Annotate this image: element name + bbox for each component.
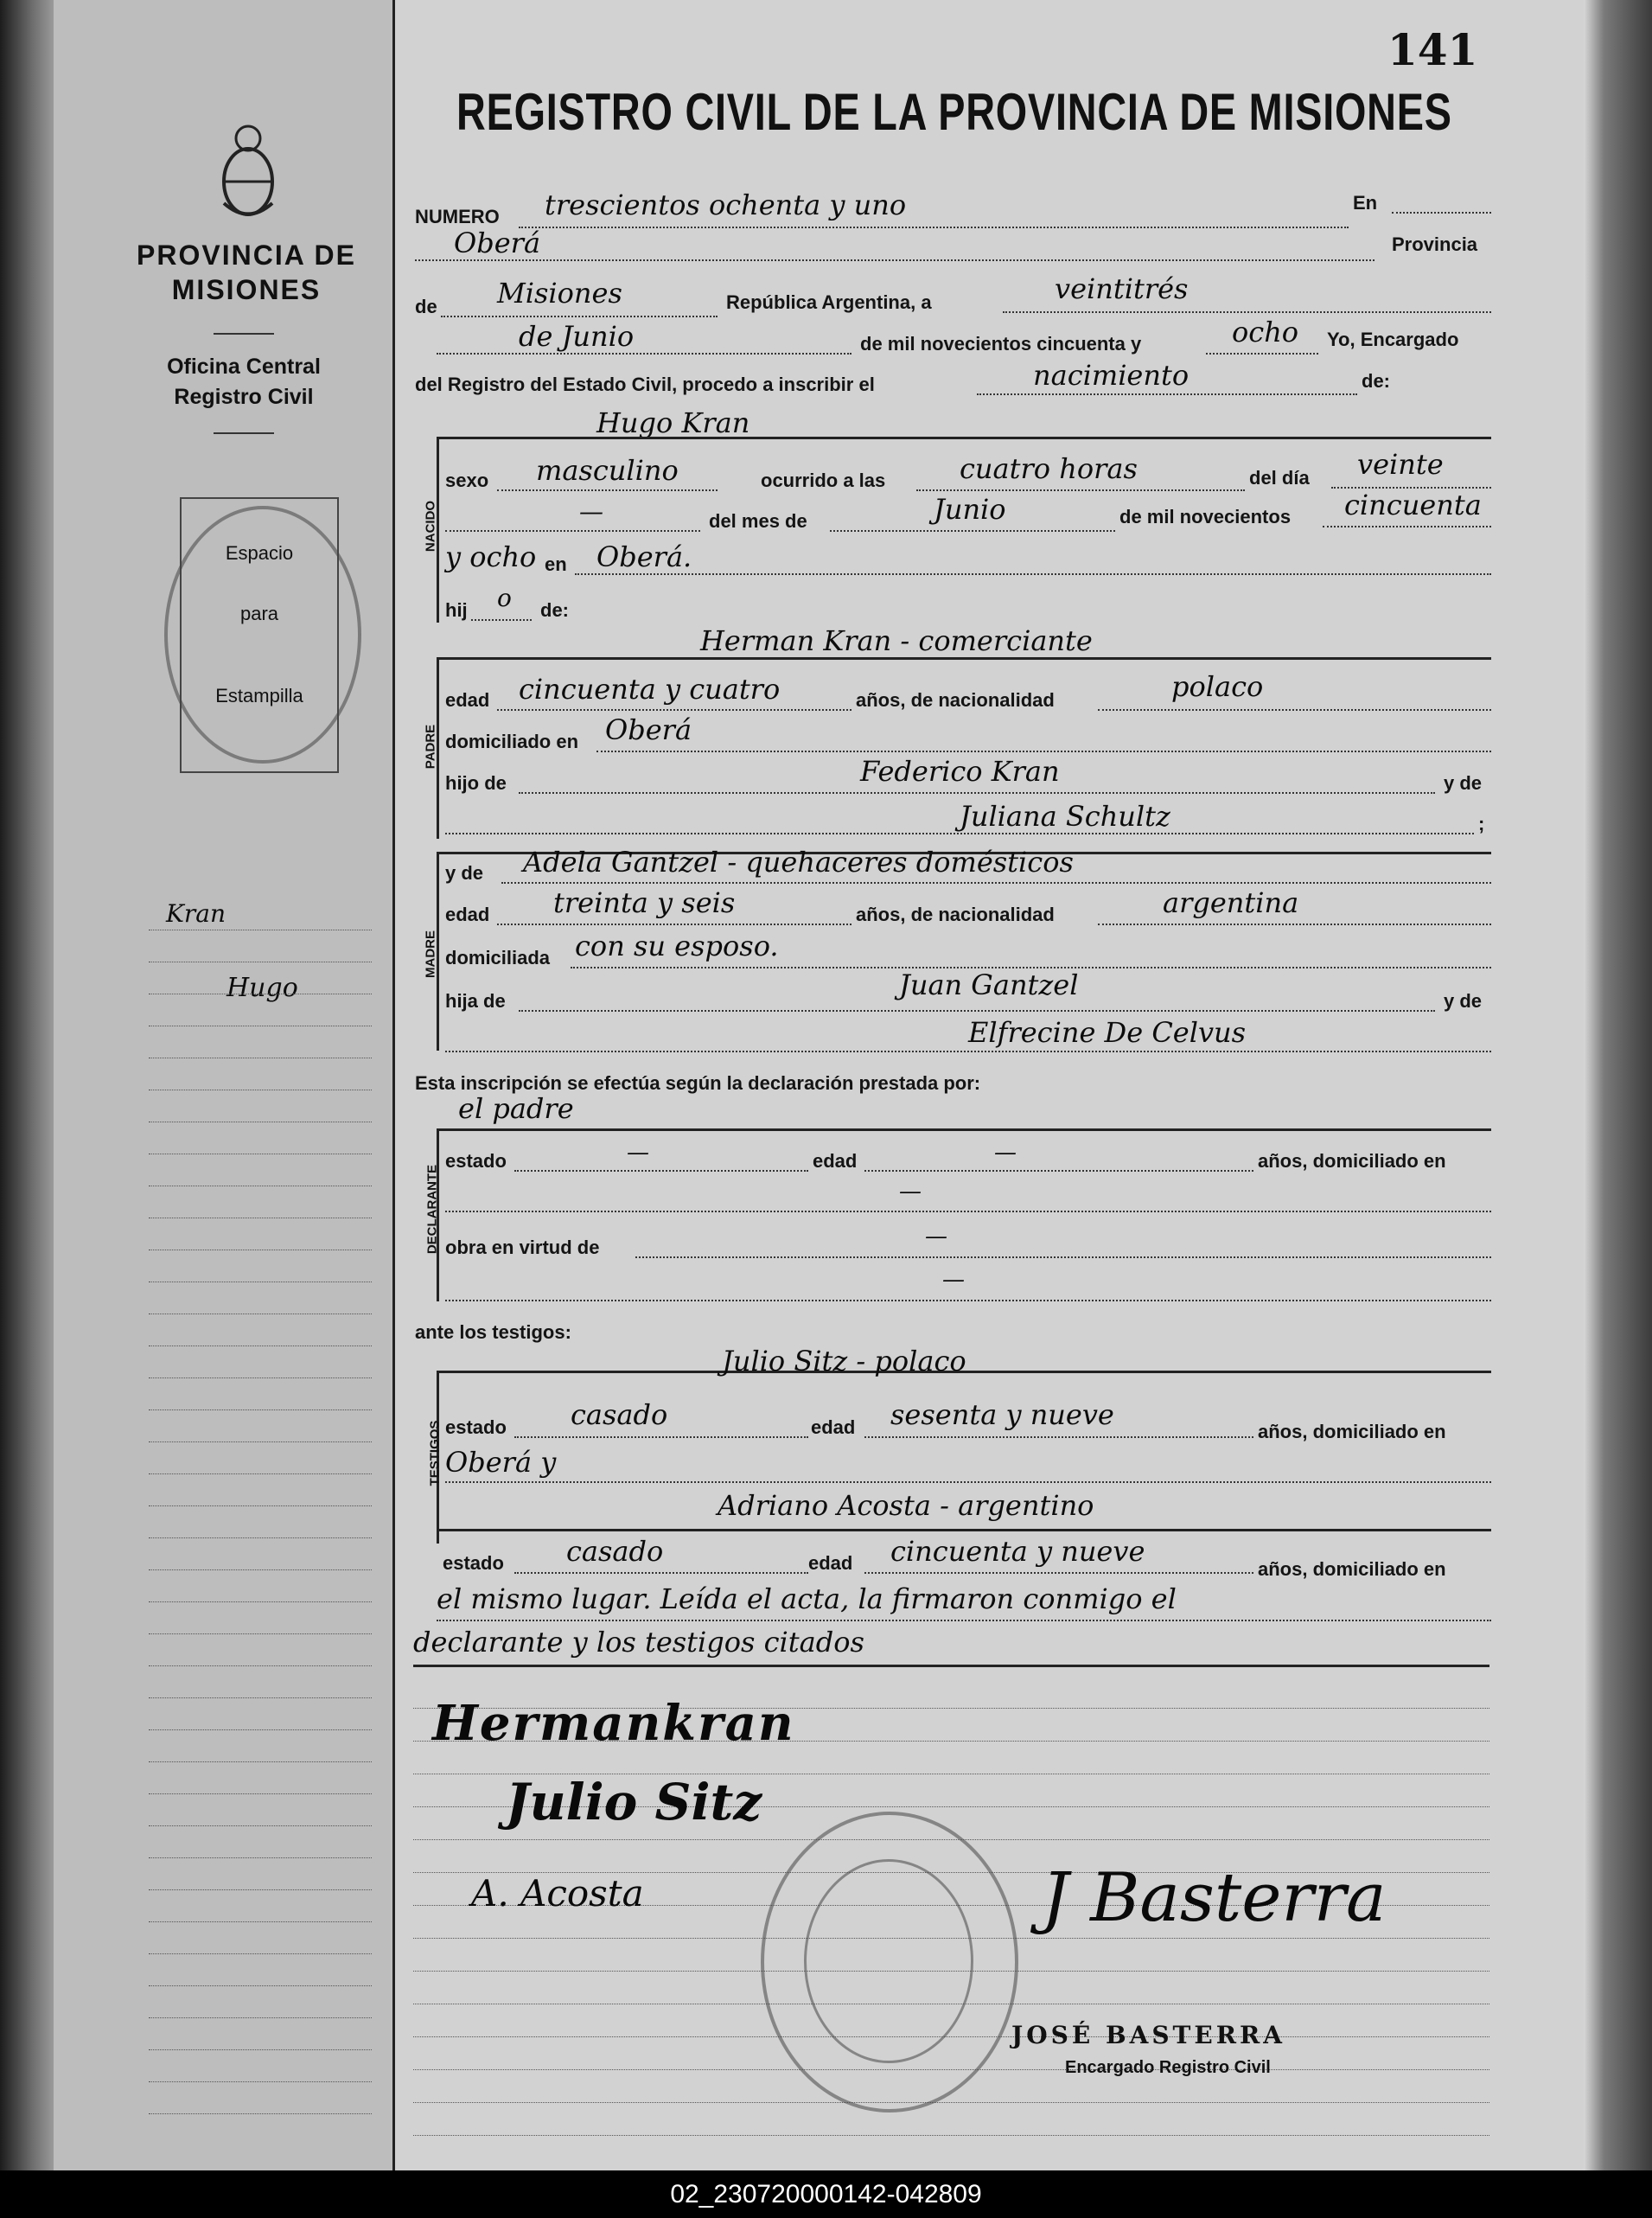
hijo-label: hij: [445, 599, 468, 621]
ruled-line: [149, 1665, 372, 1666]
hijo-suffix: o: [497, 584, 512, 612]
testigo-2-estado: casado: [566, 1535, 664, 1568]
declarante-value: el padre: [458, 1092, 574, 1125]
ruled-line: [413, 2102, 1489, 2103]
padre-dom-value: Oberá: [605, 713, 692, 746]
field-line: [497, 489, 718, 491]
anios-label: años, domiciliado en: [1258, 1558, 1446, 1580]
stamp-box-line-1: Espacio: [225, 542, 294, 564]
field-line: [864, 1170, 1253, 1172]
field-line: [497, 709, 852, 711]
ruled-line: [149, 1761, 372, 1762]
ruled-line: [149, 1633, 372, 1634]
testigos-section-label: TESTIGOS: [427, 1420, 443, 1486]
provincia-label: Provincia: [1392, 233, 1478, 255]
field-line: [596, 751, 1491, 752]
hijo-de-label: hijo de: [445, 772, 507, 794]
hour-value: cuatro horas: [960, 452, 1138, 485]
domiciliada-label: domiciliada: [445, 947, 551, 968]
page-number: 141: [1387, 24, 1478, 75]
del-dia-label: del día: [1249, 467, 1310, 489]
dom-blank: —: [899, 1179, 922, 1205]
field-line: [864, 1436, 1253, 1438]
padre-edad-value: cincuenta y cuatro: [519, 673, 781, 706]
field-line: [1098, 924, 1491, 925]
year-label: de mil novecientos cincuenta y: [860, 333, 1142, 355]
obra-blank-2: —: [942, 1267, 965, 1293]
estado-label: estado: [445, 1150, 507, 1172]
republica-label: República Argentina, a: [726, 291, 932, 313]
y-de-label: y de: [1444, 990, 1483, 1012]
testigo-1-signature: Julio Sitz: [506, 1773, 762, 1831]
field-line: [916, 489, 1245, 491]
madre-edad-value: treinta y seis: [553, 886, 736, 919]
testigo-2-edad: cincuenta y nueve: [890, 1535, 1145, 1568]
province-label: PROVINCIA DE MISIONES: [137, 240, 356, 305]
coat-of-arms-icon: [214, 117, 283, 229]
divider: [214, 432, 274, 434]
ruled-line: [149, 1473, 372, 1474]
declarante-intro: Esta inscripción se efectúa según la declaración prestada por:: [415, 1072, 981, 1094]
padre-section-label: PADRE: [423, 724, 438, 770]
divider: [214, 333, 274, 335]
estado-blank: —: [627, 1140, 649, 1166]
edad-label: edad: [445, 689, 490, 711]
page-title: REGISTRO CIVIL DE LA PROVINCIA DE MISIONES: [456, 83, 1452, 141]
office-line-1: Oficina Central: [167, 355, 321, 379]
ruled-line: [149, 1953, 372, 1954]
field-line: [497, 924, 852, 925]
section-line: [437, 1128, 1491, 1131]
anios-label: años, domiciliado en: [1258, 1421, 1446, 1442]
stamp-box-line-2: para: [239, 603, 279, 624]
numero-value: trescientos ochenta y uno: [545, 189, 907, 221]
month-value: de Junio: [519, 320, 635, 353]
section-line: [437, 1529, 1491, 1531]
field-line: [830, 530, 1115, 532]
madre-father-value: Juan Gantzel: [899, 968, 1079, 1001]
field-line: [1323, 526, 1491, 527]
field-line: [445, 1211, 1491, 1212]
testigo-1-edad: sesenta y nueve: [890, 1398, 1114, 1431]
margin-name: Hugo: [226, 973, 298, 1003]
obra-blank: —: [925, 1224, 947, 1250]
field-line: [514, 1572, 808, 1574]
domiciliado-label: domiciliado en: [445, 731, 579, 752]
official-title: Encargado Registro Civil: [1065, 2058, 1271, 2077]
y-de-label: y de: [1444, 772, 1483, 794]
field-line: [415, 259, 1375, 261]
sexo-value: masculino: [536, 454, 679, 487]
ruled-line: [149, 2049, 372, 2050]
testigo-2-name: Adriano Acosta - argentino: [718, 1489, 1094, 1522]
anio-value: cincuenta: [1344, 489, 1482, 521]
closing-line-2: declarante y los testigos citados: [413, 1626, 864, 1659]
section-line: [413, 1665, 1489, 1667]
yo-label: Yo, Encargado: [1327, 329, 1459, 350]
ruled-line: [149, 1441, 372, 1442]
margin-surname: Kran: [166, 899, 226, 928]
field-line: [445, 833, 1474, 834]
en-label: En: [1353, 192, 1378, 214]
ruled-line: [149, 1697, 372, 1698]
field-line: [575, 573, 1491, 575]
ruled-line: [149, 2017, 372, 2018]
testigos-intro: ante los testigos:: [415, 1321, 571, 1343]
ocurrido-label: ocurrido a las: [761, 470, 886, 491]
official-name: JOSÉ BASTERRA: [1011, 2021, 1286, 2049]
ruled-line: [149, 1857, 372, 1858]
ruled-line: [149, 1505, 372, 1506]
ruled-line: [149, 1601, 372, 1602]
office-line-2: Registro Civil: [174, 385, 314, 409]
y-de-label: y de: [445, 862, 484, 884]
mil-label: de mil novecientos: [1119, 506, 1292, 527]
madre-dom-value: con su esposo.: [575, 930, 779, 962]
testigo-2-signature: A. Acosta: [471, 1872, 644, 1914]
registro-civil-stamp: [164, 506, 361, 764]
stamp-inner-ring: [804, 1859, 973, 2063]
field-line: [445, 1481, 1491, 1483]
semicolon: ;: [1478, 813, 1485, 834]
testigo-1-dom: Oberá y: [445, 1446, 557, 1479]
field-line: [1392, 212, 1491, 214]
declarante-section-label: DECLARANTE: [424, 1164, 440, 1255]
de-colon-label: de:: [1362, 370, 1390, 392]
anio-cont: y ocho: [445, 540, 537, 573]
field-line: [437, 1620, 1491, 1621]
nacionalidad-label: años, de nacionalidad: [856, 689, 1055, 711]
ruled-line: [149, 1793, 372, 1794]
official-signature: J Basterra: [1042, 1859, 1387, 1937]
page-edge: [1584, 0, 1652, 2170]
field-line: [445, 530, 700, 532]
declarante-signature: Hermankran: [432, 1695, 795, 1752]
ruled-line: [149, 2113, 372, 2114]
nacido-section-label: NACIDO: [423, 500, 438, 553]
estado-label: estado: [445, 1416, 507, 1438]
field-line: [471, 619, 532, 621]
field-line: [441, 316, 718, 317]
nacido-name: Hugo Kran: [596, 406, 750, 439]
province-value: Misiones: [497, 277, 622, 310]
field-line: [635, 1256, 1491, 1258]
field-line: [977, 393, 1357, 395]
field-line: [514, 1170, 808, 1172]
ruled-line: [149, 2081, 372, 2082]
field-line: [1003, 311, 1491, 313]
closing-line-1: el mismo lugar. Leída el acta, la firmaron conmigo el: [437, 1582, 1177, 1615]
edad-label: edad: [808, 1552, 853, 1574]
left-margin-panel: [54, 0, 395, 2170]
field-line: [519, 1010, 1435, 1012]
field-line: [1206, 353, 1318, 355]
act-type-value: nacimiento: [1033, 359, 1190, 392]
field-line: [445, 1051, 1491, 1052]
ruled-line: [149, 1889, 372, 1890]
padre-father-value: Federico Kran: [860, 755, 1060, 788]
day-value: veintitrés: [1055, 272, 1189, 305]
de-label: de: [415, 296, 437, 317]
edad-label: edad: [811, 1416, 856, 1438]
field-line: [519, 792, 1435, 794]
edad-blank: —: [994, 1140, 1017, 1166]
registro-label: del Registro del Estado Civil, procedo a inscribir el: [415, 374, 875, 395]
field-line: [864, 1572, 1253, 1574]
mes-value: Junio: [934, 493, 1006, 526]
dia-value: veinte: [1357, 448, 1444, 481]
testigo-1-estado: casado: [571, 1398, 668, 1431]
padre-nac-value: polaco: [1171, 670, 1264, 703]
madre-section-label: MADRE: [423, 930, 438, 978]
testigo-1-name: Julio Sitz - polaco: [722, 1345, 966, 1377]
section-line: [437, 657, 1491, 660]
ruled-line: [149, 1409, 372, 1410]
field-line: [445, 1300, 1491, 1301]
field-line: [519, 227, 1349, 228]
nacionalidad-label: años, de nacionalidad: [856, 904, 1055, 925]
sexo-label: sexo: [445, 470, 489, 491]
en-label: en: [545, 553, 567, 575]
ruled-line: [413, 2135, 1489, 2136]
padre-mother-value: Juliana Schultz: [960, 800, 1170, 833]
ruled-line: [149, 1921, 372, 1922]
place-value: Oberá.: [596, 540, 692, 573]
document-code-footer: 02_230720000142-042809: [0, 2170, 1652, 2218]
dash-value: —: [579, 497, 603, 526]
section-line: [437, 437, 1491, 439]
estado-label: estado: [443, 1552, 504, 1574]
anios-label: años, domiciliado en: [1258, 1150, 1446, 1172]
field-line: [501, 882, 1491, 884]
madre-nac-value: argentina: [1163, 886, 1299, 919]
locality-value: Oberá: [454, 227, 541, 259]
field-line: [437, 353, 852, 355]
de-label: de:: [540, 599, 569, 621]
edad-label: edad: [445, 904, 490, 925]
hija-de-label: hija de: [445, 990, 506, 1012]
madre-mother-value: Elfrecine De Celvus: [968, 1016, 1247, 1049]
ruled-line: [149, 1537, 372, 1538]
ruled-line: [149, 1569, 372, 1570]
field-line: [1098, 709, 1491, 711]
book-binding: [0, 0, 54, 2170]
numero-label: NUMERO: [415, 206, 500, 227]
ruled-line: [149, 1825, 372, 1826]
obra-label: obra en virtud de: [445, 1237, 600, 1258]
del-mes-label: del mes de: [709, 510, 807, 532]
ruled-line: [149, 1377, 372, 1378]
madre-name: Adela Gantzel - quehaceres domésticos: [523, 846, 1074, 879]
stamp-box-line-3: Estampilla: [215, 685, 303, 706]
ruled-line: [149, 1985, 372, 1986]
edad-label: edad: [813, 1150, 858, 1172]
ruled-line: [149, 1729, 372, 1730]
field-line: [514, 1436, 808, 1438]
padre-name: Herman Kran - comerciante: [700, 624, 1093, 657]
year-value: ocho: [1232, 316, 1299, 348]
